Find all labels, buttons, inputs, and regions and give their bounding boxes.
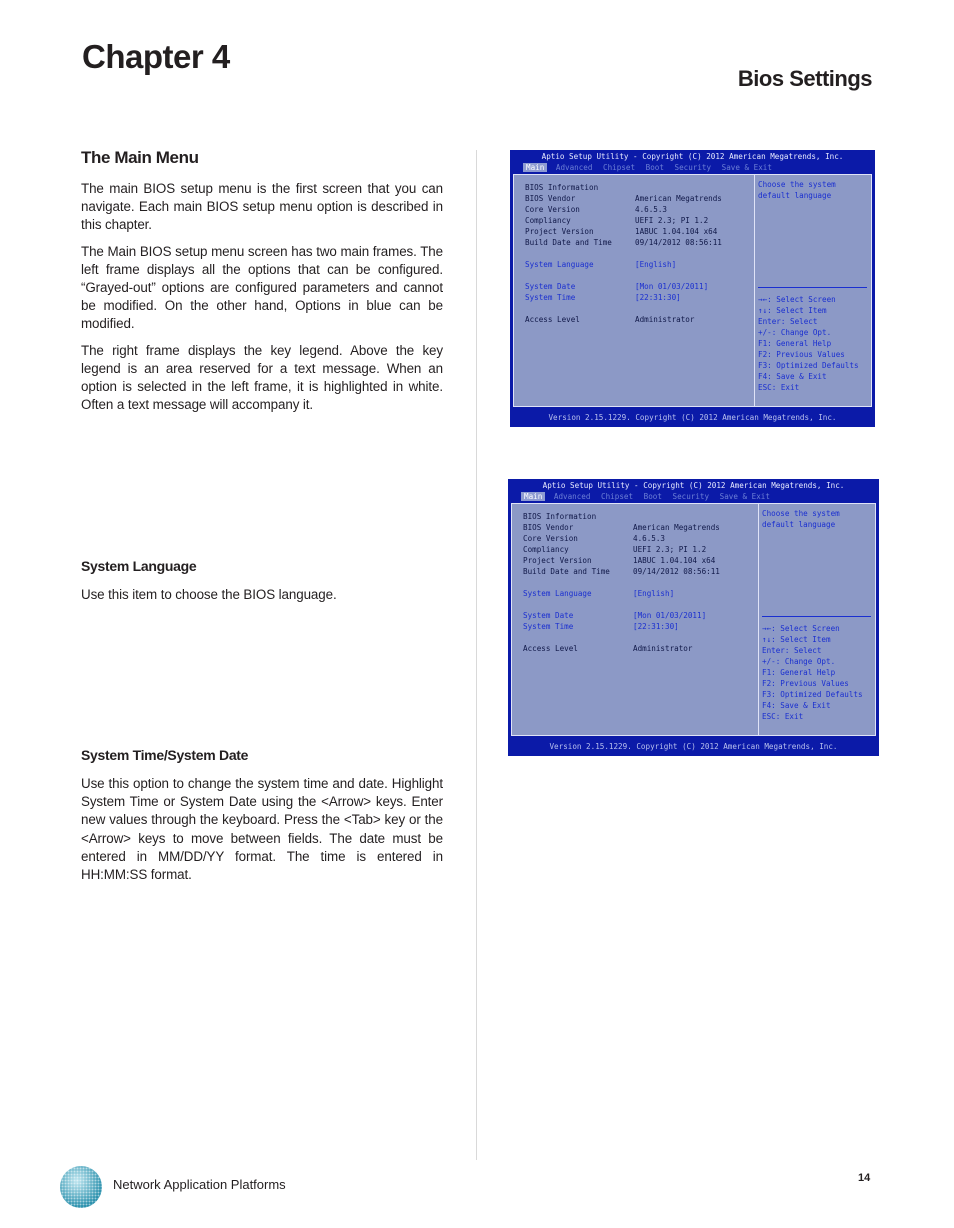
page-number: 14	[858, 1172, 871, 1184]
bios-info-row: BIOS Information	[525, 183, 599, 192]
system-language-text: Use this item to choose the BIOS language.	[81, 587, 337, 602]
bios-menubar	[523, 163, 778, 172]
bios-tab-save-exit[interactable]: Save & Exit	[719, 492, 770, 501]
footer-label: Network Application Platforms	[113, 1177, 286, 1192]
bios-access-row: Access Level Administrator	[525, 315, 695, 324]
bios-project-row: Project Version 1ABUC 1.04.104 x64	[523, 556, 716, 565]
bios-right-pane	[759, 504, 875, 735]
bios-screenshot-1	[510, 150, 875, 427]
bios-vendor-row: BIOS Vendor American Megatrends	[523, 523, 720, 532]
bios-tab-main[interactable]: Main	[523, 163, 547, 172]
bios-tab-security[interactable]: Security	[672, 492, 710, 501]
system-language-heading: System Language	[81, 558, 197, 574]
bios-left-pane	[512, 504, 759, 735]
bios-menubar	[521, 492, 776, 501]
bios-access-row: Access Level Administrator	[523, 644, 693, 653]
bios-language-row[interactable]: System Language [English]	[523, 589, 675, 598]
bios-tab-boot[interactable]: Boot	[645, 163, 664, 172]
bios-legend-separator	[762, 616, 871, 617]
bios-tab-security[interactable]: Security	[674, 163, 712, 172]
system-time-section	[81, 747, 443, 892]
globe-logo-icon	[58, 1164, 104, 1210]
column-divider	[476, 150, 477, 1160]
bios-key-legend: →←: Select Screen ↑↓: Select Item Enter: Select +/-: Change Opt. F1: General Help F2: Previous Values F3: Optimized Defaults F4: Save & Exit ESC: Exit	[762, 624, 863, 721]
main-menu-section	[81, 148, 443, 422]
main-menu-paragraph-3: The right frame displays the key legend. Above the key legend is an area reserved for a text message. When an option is selected in the left frame, it is highlighted in white. Often a text message will accompany it.	[81, 342, 443, 413]
bios-core-row: Core Version 4.6.5.3	[523, 534, 666, 543]
main-menu-heading: The Main Menu	[81, 148, 199, 167]
bios-help-text: Choose the system default language	[758, 180, 836, 200]
bios-core-row: Core Version 4.6.5.3	[525, 205, 668, 214]
bios-help-text: Choose the system default language	[762, 509, 840, 529]
section-title: Bios Settings	[737, 66, 872, 91]
system-language-section	[81, 558, 443, 612]
system-time-text: Use this option to change the system time and date. Highlight System Time or System Date using the <Arrow> keys. Enter new values through the keyboard. Press the <Tab> key or the <Arrow> keys to move between fields. The date must be entered in MM/DD/YY format. The time is entered in HH:MM:SS format.	[81, 776, 443, 883]
bios-compliancy-row: Compliancy UEFI 2.3; PI 1.2	[525, 216, 709, 225]
bios-time-row[interactable]: System Time [22:31:30]	[525, 293, 681, 302]
bios-legend-separator	[758, 287, 867, 288]
bios-build-row: Build Date and Time 09/14/2012 08:56:11	[525, 238, 722, 247]
bios-tab-main[interactable]: Main	[521, 492, 545, 501]
system-time-heading: System Time/System Date	[81, 747, 249, 763]
bios-vendor-row: BIOS Vendor American Megatrends	[525, 194, 722, 203]
bios-left-pane	[514, 175, 755, 406]
bios-compliancy-row: Compliancy UEFI 2.3; PI 1.2	[523, 545, 707, 554]
main-menu-paragraph-2: The Main BIOS setup menu screen has two main frames. The left frame displays all the options that can be configured. “Grayed-out” options are configured parameters and cannot be modified. On the other hand, Options in blue can be modified.	[81, 243, 443, 332]
bios-language-row[interactable]: System Language [English]	[525, 260, 677, 269]
main-menu-paragraph-1: The main BIOS setup menu is the first screen that you can navigate. Each main BIOS setup menu option is described in this chapter.	[81, 181, 443, 233]
bios-right-pane	[755, 175, 871, 406]
bios-screenshot-2	[508, 479, 879, 756]
bios-tab-advanced[interactable]: Advanced	[555, 163, 593, 172]
bios-title: Aptio Setup Utility - Copyright (C) 2012 American Megatrends, Inc.	[542, 481, 845, 490]
bios-build-row: Build Date and Time 09/14/2012 08:56:11	[523, 567, 720, 576]
bios-tab-chipset[interactable]: Chipset	[603, 163, 636, 172]
bios-key-legend: →←: Select Screen ↑↓: Select Item Enter: Select +/-: Change Opt. F1: General Help F2: Previous Values F3: Optimized Defaults F4: Save & Exit ESC: Exit	[758, 295, 859, 392]
chapter-title: Chapter 4	[82, 38, 230, 75]
bios-body	[511, 503, 876, 736]
bios-date-row[interactable]: System Date [Mon 01/03/2011]	[523, 611, 707, 620]
bios-time-row[interactable]: System Time [22:31:30]	[523, 622, 679, 631]
bios-footer: Version 2.15.1229. Copyright (C) 2012 American Megatrends, Inc.	[548, 413, 837, 422]
bios-tab-save-exit[interactable]: Save & Exit	[721, 163, 772, 172]
bios-tab-advanced[interactable]: Advanced	[553, 492, 591, 501]
bios-date-row[interactable]: System Date [Mon 01/03/2011]	[525, 282, 709, 291]
bios-tab-boot[interactable]: Boot	[643, 492, 662, 501]
bios-project-row: Project Version 1ABUC 1.04.104 x64	[525, 227, 718, 236]
bios-info-row: BIOS Information	[523, 512, 597, 521]
bios-body	[513, 174, 872, 407]
bios-title: Aptio Setup Utility - Copyright (C) 2012 American Megatrends, Inc.	[541, 152, 844, 161]
bios-tab-chipset[interactable]: Chipset	[601, 492, 634, 501]
bios-footer: Version 2.15.1229. Copyright (C) 2012 American Megatrends, Inc.	[549, 742, 838, 751]
